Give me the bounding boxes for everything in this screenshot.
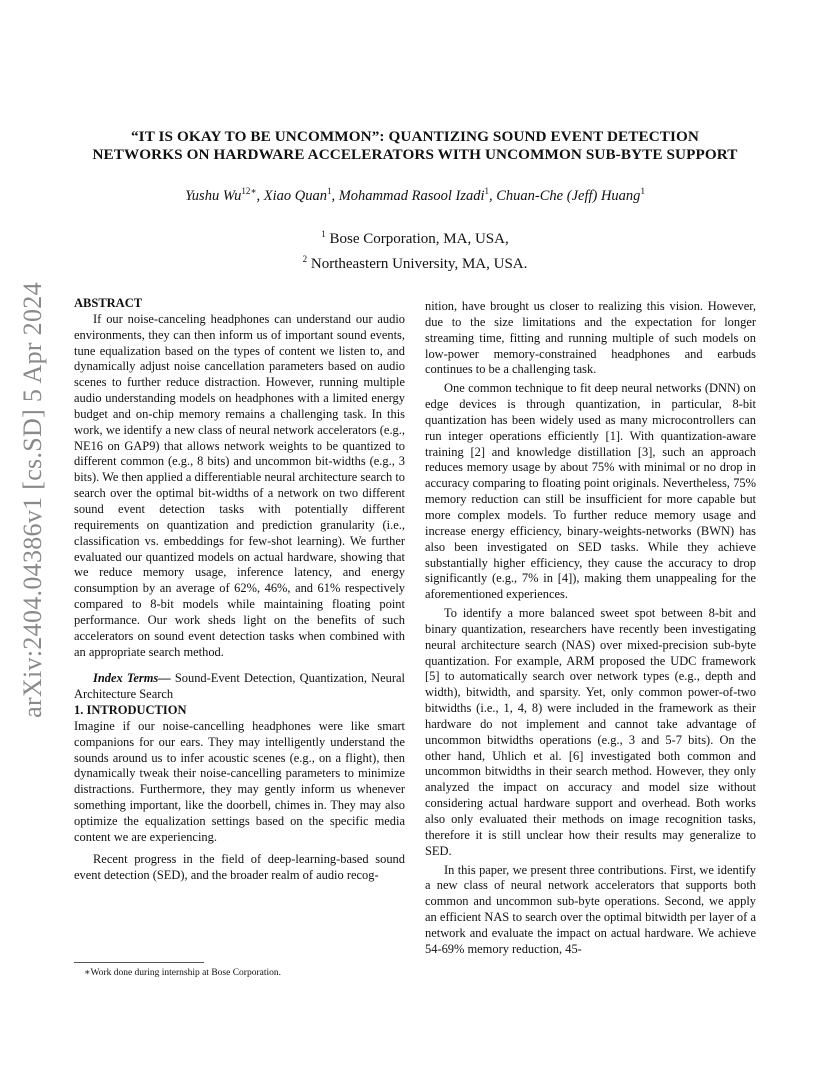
introduction-paragraph: Recent progress in the field of deep-learning-based sound event detection (SED), and the broader realm of audio recog-: [74, 851, 405, 882]
affiliation-text: Northeastern University, MA, USA.: [310, 256, 528, 272]
author-list: Yushu $Wu^{12∗}$, Xiao Quan$^1$, Mohammad Rasool Izadi$^1$, Chuan-Che (Jeff) Huang$^1$: [185, 186, 645, 204]
affiliation-list: [60, 224, 770, 274]
body-paragraph: To identify a more balanced sweet spot between 8-bit and binary quantization, researchers have recently been investigating neural architecture search (NAS) over mixed-precision sub-byte quantization. For example, ARM proposed the UDC framework [5] to automatically search over network types (e.g., depth and width), bitwidth, and sparsity. Yet, only common power-of-two bitwidths (i.e., 1, 4, 8) were included in the framework as their hardware do not implement and cannot take advantage of uncommon bitwidths operations (e.g., 3 and 5-7 bits). On the other hand, Uhlich et al. [6] investigated both common and uncommon bitwidths in their search method. However, they only analyzed the impact on accuracy and model size without considering actual hardware support and overhead. Both works also only evaluated their methods on image recognition tasks, therefore it is still unclear how their results may generalize to SED.: [425, 606, 756, 858]
right-column: [425, 299, 756, 958]
paper-title-line-1: “IT IS OKAY TO BE UNCOMMON”: QUANTIZING SOUND EVENT DETECTION: [130, 128, 699, 145]
affiliation-item: [60, 249, 770, 274]
body-paragraph: nition, have brought us closer to realizing this vision. However, due to the size limitations and the expectation for longer streaming time, fitting and running multiple of such models on low-power memory-constrained headphones and earbuds continues to be a challenging task.: [425, 299, 756, 377]
author-name: Xiao Quan: [263, 187, 327, 204]
footnote: ∗Work done during internship at Bose Corporation.: [84, 968, 281, 978]
abstract-text: If our noise-canceling headphones can understand our audio environments, they can then inform us of important sound events, tune equalization based on the types of content we listen to, and dynamically adjust noise cancellation parameters based on audio scenes to further reduce distraction. However, running multiple audio understanding models on headphones with a limited energy budget and on-chip memory remains a challenging task. In this work, we identify a new class of neural network accelerators (e.g., NE16 on GAP9) that allows network weights to be quantized to different common (e.g., 8 bits) and uncommon bit-widths (e.g., 3 bits). We then applied a differentiable neural architecture search to search over the optimal bit-widths of a network on two different sound event detection tasks with potentially different requirements on quantization and prediction granularity (i.e., classification vs. embeddings for few-shot learning). We further evaluated our quantized models on actual hardware, showing that we reduce memory usage, inference latency, and energy consumption by an average of 62%, 46%, and 61% respectively compared to 8-bit models while maintaining floating point performance. Our work sheds light on the benefits of such accelerators on sound event detection tasks when combined with an appropriate search method.: [74, 311, 405, 659]
index-terms: [74, 671, 405, 703]
affiliation-text: Bose Corporation, MA, USA,: [329, 231, 509, 247]
author-name: Yushu Wu: [185, 187, 242, 204]
body-paragraph: In this paper, we present three contributions. First, we identify a new class of neural network accelerators that supports both common and uncommon sub-byte operations. Second, we apply an efficient NAS to search over the optimal bitwidth per layer of a network and evaluate the impact on actual hardware. We achieve 54-69% memory reduction, 45-: [425, 862, 756, 956]
paper-title: [60, 128, 770, 164]
author-name: Mohammad Rasool Izadi: [338, 187, 485, 204]
author-name: Chuan-Che (Jeff) Huang: [496, 187, 641, 204]
body-paragraph: One common technique to fit deep neural networks (DNN) on edge devices is through quantization, in particular, 8-bit quantization has been widely used as many microcontrollers can run integer operations efficiently [1]. With quantization-aware training [2] and knowledge distillation [3], such an approach reduces memory usage by about 75% with minimal or no drop in accuracy comparing to floating point originals. Nevertheless, 75% memory reduction can still be insufficient for more capable but more complex models. To further reduce memory usage and increase energy efficiency, binary-weights-networks (BWN) has also been investigated on SED tasks. While they achieve substantially higher efficiency, they cause the accuracy to drop significantly (e.g., 7% in [4]), making them unappealing for the aforementioned experiences.: [425, 381, 756, 602]
author-affiliation-mark: 1: [326, 186, 332, 196]
author-affiliation-mark: 12∗: [241, 186, 257, 196]
introduction-paragraph: Imagine if our noise-cancelling headphones were like smart companions for our ears. They may intelligently understand the sounds around us to infer acoustic scenes (e.g., on a flight), then dynamically tweak their noise-cancelling parameters to minimize distractions. Furthermore, they may gently inform us whenever something important, like the doorbell, chimes in. They may also optimize the equalization settings based on the specific media content we are experiencing.: [74, 718, 405, 844]
paper-title-line-2: NETWORKS ON HARDWARE ACCELERATORS WITH UNCOMMON SUB-BYTE SUPPORT: [92, 146, 738, 163]
affiliation-mark: 2: [302, 254, 308, 264]
abstract-heading: ABSTRACT: [74, 296, 143, 310]
left-column: [74, 296, 405, 883]
index-terms-label: Index Terms—: [93, 671, 171, 686]
introduction-heading: 1. INTRODUCTION: [74, 703, 187, 718]
affiliation-item: [60, 224, 770, 249]
affiliation-mark: 1: [321, 229, 326, 239]
index-terms-text: Sound-Event Detection, Quantization, Neural Architecture Search: [74, 671, 406, 702]
arxiv-identifier-text: arXiv:2404.04386v1 [cs.SD] 5 Apr 2024: [18, 282, 47, 718]
author-affiliation-mark: 1: [484, 186, 490, 196]
footnote-divider: [74, 962, 204, 963]
arxiv-identifier-stamp: [8, 282, 58, 718]
author-affiliation-mark: 1: [640, 186, 645, 196]
